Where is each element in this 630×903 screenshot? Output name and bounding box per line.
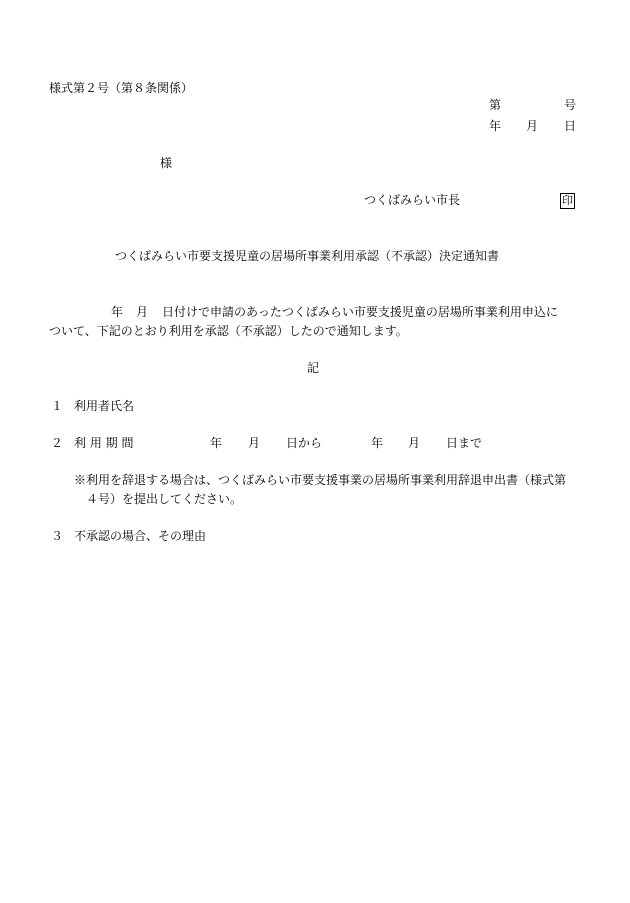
item2-from-day: 日から (286, 436, 323, 450)
date-day: 日 (564, 119, 577, 133)
seal-mark: 印 (562, 194, 573, 207)
item2-from-month: 月 (248, 436, 261, 450)
item2-note-line2: ４号）を提出してください。 (86, 492, 243, 506)
item3-label: 不承認の場合、その理由 (74, 529, 207, 543)
item1-number: １ (51, 399, 64, 413)
date-year: 年 (489, 119, 502, 133)
item1-label: 利用者氏名 (74, 399, 135, 413)
ki-heading: 記 (307, 361, 320, 375)
body-line2: ついて、下記のとおり利用を承認（不承認）したので通知します。 (49, 324, 408, 338)
document-title: つくばみらい市要支援児童の居場所事業利用承認（不承認）決定通知書 (115, 249, 500, 263)
item2-label: 利 用 期 間 (74, 436, 134, 450)
doc-number-prefix: 第 (489, 98, 502, 112)
body-month: 月 (136, 305, 149, 319)
item2-number: ２ (51, 436, 64, 450)
issuer-name: つくばみらい市長 (364, 193, 461, 207)
form-number: 様式第２号（第８条関係） (49, 81, 194, 95)
item2-to-month: 月 (408, 436, 421, 450)
doc-number-suffix: 号 (564, 98, 577, 112)
item3-number: ３ (51, 529, 64, 543)
addressee-honorific: 様 (160, 156, 173, 170)
date-month: 月 (526, 119, 539, 133)
item2-from-year: 年 (210, 436, 223, 450)
item2-to-year: 年 (371, 436, 384, 450)
item2-note-line1: ※利用を辞退する場合は、つくばみらい市要支援事業の居場所事業利用辞退申出書（様式第 (74, 473, 567, 487)
item2-to-day: 日まで (446, 436, 483, 450)
body-year: 年 (111, 305, 124, 319)
body-line1: 日付けで申請のあったつくばみらい市要支援児童の居場所事業利用申込に (162, 305, 558, 319)
